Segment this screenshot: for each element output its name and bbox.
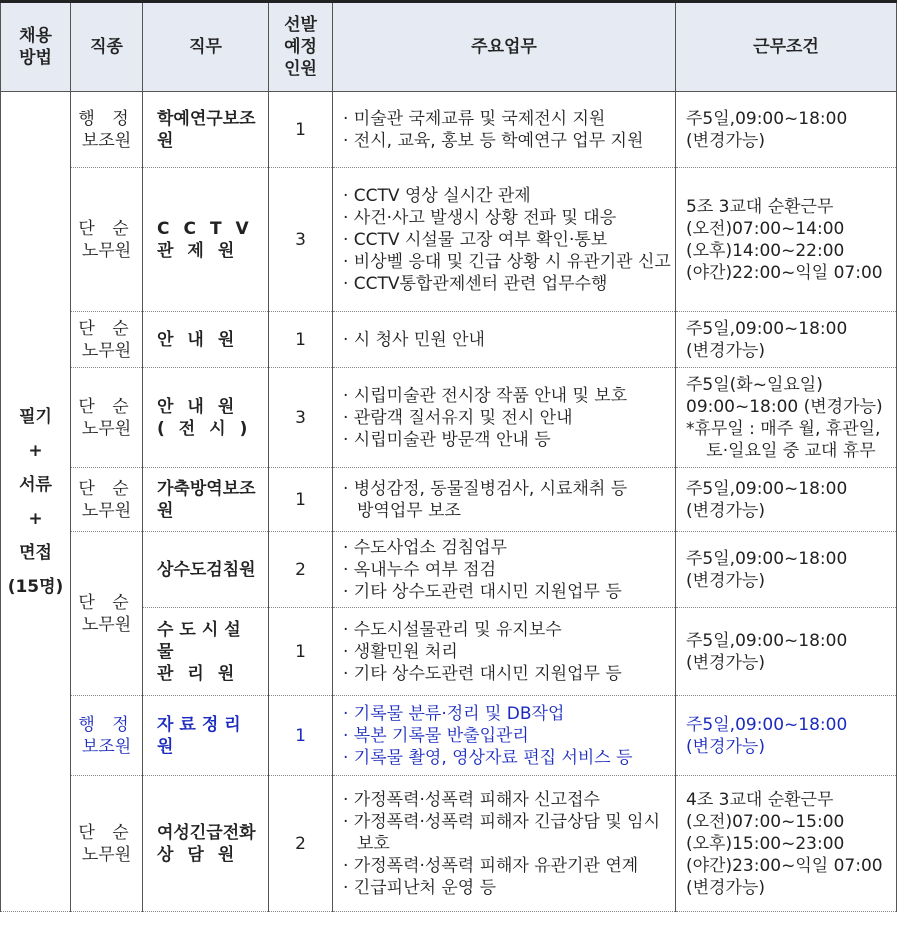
conditions-cell xyxy=(676,168,897,312)
conditions-cell xyxy=(676,532,897,608)
job-type-line: 노무원 xyxy=(81,340,132,361)
duty-line: · 사건·사고 발생시 상황 전파 및 대응 xyxy=(343,207,617,228)
job-type-line: 보조원 xyxy=(81,130,132,151)
condition-line: (오후)15:00~23:00 xyxy=(686,833,845,854)
headcount-cell: 2 xyxy=(269,776,333,912)
conditions-cell xyxy=(676,368,897,468)
condition-line: (변경가능) xyxy=(686,570,765,591)
method-line: (15명) xyxy=(7,576,64,597)
job-type-cell xyxy=(71,168,143,312)
job-type-line: 단 순 xyxy=(78,396,135,417)
headcount-cell: 1 xyxy=(269,608,333,696)
duty-line: · 시립미술관 전시장 작품 안내 및 보호 xyxy=(343,385,628,406)
headcount-cell: 3 xyxy=(269,368,333,468)
condition-line: (야간)22:00~익일 07:00 xyxy=(686,262,883,283)
job-title-line: 가축방역보조원 xyxy=(157,478,256,521)
job-type-line: 행 정 xyxy=(78,108,135,129)
table-row xyxy=(1,368,897,468)
job-title-line: 자료정리원 xyxy=(157,714,247,757)
job-type-line: 단 순 xyxy=(78,592,135,613)
job-title-cell xyxy=(143,92,269,168)
duty-line: · 병성감정, 동물질병검사, 시료채취 등 xyxy=(343,478,628,499)
condition-line: (변경가능) xyxy=(686,130,765,151)
duty-line: · 가정폭력·성폭력 피해자 신고접수 xyxy=(343,789,600,810)
job-type-cell xyxy=(71,368,143,468)
job-title-cell xyxy=(143,608,269,696)
header-duties: 주요업무 xyxy=(333,2,676,92)
condition-line: 주5일,09:00~18:00 xyxy=(686,478,848,499)
duty-line: · 미술관 국제교류 및 국제전시 지원 xyxy=(343,108,606,129)
condition-line: 09:00~18:00 (변경가능) xyxy=(686,396,883,417)
table-row xyxy=(1,468,897,532)
headcount-cell: 1 xyxy=(269,312,333,368)
duty-line: · 수도사업소 검침업무 xyxy=(343,537,508,558)
duty-line: · 긴급피난처 운영 등 xyxy=(343,877,496,898)
headcount-cell: 1 xyxy=(269,468,333,532)
condition-line: (변경가능) xyxy=(686,652,765,673)
method-line: + xyxy=(28,440,43,461)
job-title-cell xyxy=(143,532,269,608)
header-count xyxy=(269,2,333,92)
job-title-line: CCTV xyxy=(157,218,263,239)
job-title-cell xyxy=(143,312,269,368)
duty-line: · 비상벨 응대 및 긴급 상황 시 유관기관 신고 xyxy=(343,251,671,272)
method-line: 면접 xyxy=(19,542,52,563)
conditions-cell xyxy=(676,608,897,696)
duty-line: · 복본 기록물 반출입관리 xyxy=(343,725,529,746)
duties-cell xyxy=(333,368,676,468)
condition-line: (변경가능) xyxy=(686,340,765,361)
duty-line: · 기타 상수도관련 대시민 지원업무 등 xyxy=(343,663,622,684)
job-type-line: 노무원 xyxy=(81,240,132,261)
job-title-cell xyxy=(143,776,269,912)
duty-line: · 시립미술관 방문객 안내 등 xyxy=(343,429,551,450)
method-line: 서류 xyxy=(19,474,52,495)
conditions-cell xyxy=(676,776,897,912)
job-type-line: 단 순 xyxy=(78,822,135,843)
job-type-cell xyxy=(71,468,143,532)
method-line: 필기 xyxy=(19,406,52,427)
table-row xyxy=(1,92,897,168)
table-row xyxy=(1,312,897,368)
duties-cell xyxy=(333,468,676,532)
condition-line: (변경가능) xyxy=(686,500,765,521)
duty-line: · 기타 상수도관련 대시민 지원업무 등 xyxy=(343,581,622,602)
conditions-cell xyxy=(676,468,897,532)
condition-line: (변경가능) xyxy=(686,877,765,898)
conditions-cell xyxy=(676,312,897,368)
method-line: + xyxy=(28,508,43,529)
header-kind: 직종 xyxy=(71,2,143,92)
duty-line: · 수도시설물관리 및 유지보수 xyxy=(343,619,562,640)
condition-line: 주5일,09:00~18:00 xyxy=(686,108,848,129)
table-row xyxy=(1,168,897,312)
condition-line: 5조 3교대 순환근무 xyxy=(686,196,834,217)
condition-line: 4조 3교대 순환근무 xyxy=(686,789,834,810)
job-type-cell xyxy=(71,532,143,696)
duty-line: · CCTV 시설물 고장 여부 확인·통보 xyxy=(343,229,608,250)
job-title-line: 안내원 xyxy=(157,329,249,350)
condition-line: 주5일,09:00~18:00 xyxy=(686,630,848,651)
duty-line: · 생활민원 처리 xyxy=(343,641,458,662)
job-title-line: 여성긴급전화 xyxy=(157,822,256,843)
job-title-line: 상수도검침원 xyxy=(157,559,256,580)
duty-line: · CCTV 영상 실시간 관제 xyxy=(343,185,531,206)
condition-line: *휴무일 : 매주 월, 휴관일, xyxy=(686,418,881,439)
job-title-cell xyxy=(143,168,269,312)
duties-cell xyxy=(333,92,676,168)
job-title-line: 관리원 xyxy=(157,663,249,684)
header-method xyxy=(1,2,71,92)
table-row xyxy=(1,776,897,912)
headcount-cell: 1 xyxy=(269,92,333,168)
job-title-cell xyxy=(143,696,269,776)
conditions-cell xyxy=(676,696,897,776)
job-title-line: 관제원 xyxy=(157,240,249,261)
condition-line: 주5일(화~일요일) xyxy=(686,374,823,395)
job-title-line: (전시) xyxy=(157,418,262,439)
header-count-line: 선발 xyxy=(284,15,317,35)
job-type-line: 노무원 xyxy=(81,418,132,439)
duty-line: · 기록물 분류·정리 및 DB작업 xyxy=(343,703,565,724)
job-type-cell xyxy=(71,312,143,368)
duties-cell xyxy=(333,776,676,912)
headcount-cell: 2 xyxy=(269,532,333,608)
selection-method-cell xyxy=(1,92,71,912)
condition-line: (오전)07:00~15:00 xyxy=(686,811,845,832)
job-type-line: 노무원 xyxy=(81,844,132,865)
job-type-cell xyxy=(71,696,143,776)
job-title-line: 학예연구보조원 xyxy=(157,108,256,151)
duties-cell xyxy=(333,532,676,608)
duty-line: · 옥내누수 여부 점검 xyxy=(343,559,496,580)
duties-cell xyxy=(333,312,676,368)
job-type-cell xyxy=(71,776,143,912)
job-type-line: 행 정 xyxy=(78,714,135,735)
header-method-line: 방법 xyxy=(19,48,52,68)
table-row xyxy=(1,696,897,776)
duty-line: · CCTV통합관제센터 관련 업무수행 xyxy=(343,273,608,294)
duty-line: · 가정폭력·성폭력 피해자 유관기관 연계 xyxy=(343,855,639,876)
duties-cell xyxy=(333,168,676,312)
headcount-cell: 1 xyxy=(269,696,333,776)
header-conditions: 근무조건 xyxy=(676,2,897,92)
duty-line: · 가정폭력·성폭력 피해자 긴급상담 및 임시 xyxy=(343,811,661,832)
table-row xyxy=(1,532,897,608)
job-title-line: 수도시설물 xyxy=(157,619,247,662)
header-job: 직무 xyxy=(143,2,269,92)
job-type-line: 단 순 xyxy=(78,318,135,339)
duty-line: · 기록물 촬영, 영상자료 편집 서비스 등 xyxy=(343,747,633,768)
condition-line: 토·일요일 중 교대 휴무 xyxy=(706,440,876,461)
job-type-line: 보조원 xyxy=(81,736,132,757)
condition-line: (변경가능) xyxy=(686,736,765,757)
condition-line: (오후)14:00~22:00 xyxy=(686,240,845,261)
job-title-cell xyxy=(143,468,269,532)
header-count-line: 인원 xyxy=(284,59,317,79)
duties-cell xyxy=(333,696,676,776)
condition-line: 주5일,09:00~18:00 xyxy=(686,318,848,339)
duties-cell xyxy=(333,608,676,696)
job-type-cell xyxy=(71,92,143,168)
header-row xyxy=(1,2,897,92)
condition-line: 주5일,09:00~18:00 xyxy=(686,714,848,735)
headcount-cell: 3 xyxy=(269,168,333,312)
job-type-line: 노무원 xyxy=(81,500,132,521)
duty-line: · 시 청사 민원 안내 xyxy=(343,329,485,350)
job-type-line: 단 순 xyxy=(78,218,135,239)
duty-line: · 전시, 교육, 홍보 등 학예연구 업무 지원 xyxy=(343,130,644,151)
conditions-cell xyxy=(676,92,897,168)
duty-line: 보호 xyxy=(357,833,390,854)
job-type-line: 단 순 xyxy=(78,478,135,499)
header-count-line: 예정 xyxy=(284,37,317,57)
condition-line: (야간)23:00~익일 07:00 xyxy=(686,855,883,876)
job-title-line: 안내원 xyxy=(157,396,249,417)
condition-line: 주5일,09:00~18:00 xyxy=(686,548,848,569)
condition-line: (오전)07:00~14:00 xyxy=(686,218,845,239)
job-title-cell xyxy=(143,368,269,468)
header-method-line: 채용 xyxy=(19,26,52,46)
job-title-line: 상담원 xyxy=(157,844,249,865)
duty-line: 방역업무 보조 xyxy=(357,500,461,521)
job-type-line: 노무원 xyxy=(81,614,132,635)
duty-line: · 관람객 질서유지 및 전시 안내 xyxy=(343,407,573,428)
